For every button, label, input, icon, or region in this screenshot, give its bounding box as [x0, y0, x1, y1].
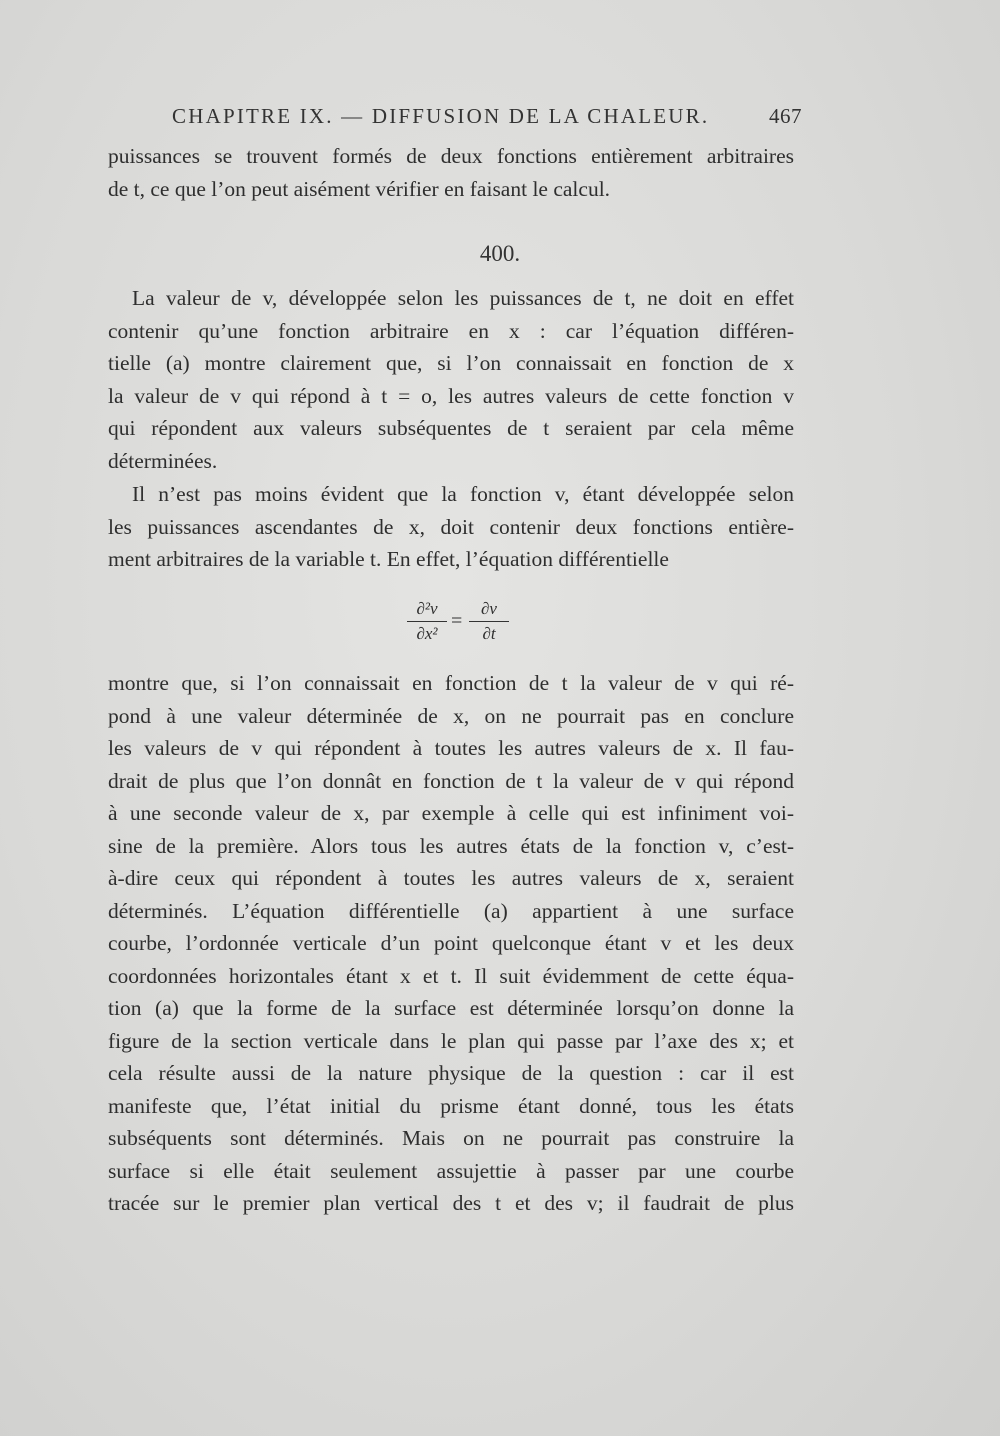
text-line: déterminées. [108, 448, 218, 473]
fraction-bar [407, 621, 447, 622]
text-line: La valeur de v, développée selon les puissances de t, ne doit en effet [132, 286, 794, 310]
text-line: tracée sur le premier plan vertical des t et des v; il faudrait de plus [108, 1191, 794, 1215]
text-line: contenir qu’une fonction arbitraire en x : car l’équation différen- [108, 318, 794, 343]
text-line: pond à une valeur déterminée de x, on ne pourrait pas en conclure [108, 703, 794, 728]
lhs-denominator: ∂x² [416, 624, 438, 643]
rhs-denominator: ∂t [482, 624, 496, 643]
text-line: tielle (a) montre clairement que, si l’on connaissait en fonction de x [108, 351, 794, 375]
text-line: sine de la première. Alors tous les autres états de la fonction v, c’est- [108, 833, 794, 858]
equation [405, 598, 515, 650]
text-line: à-dire ceux qui répondent à toutes les autres valeurs de x, seraient [108, 866, 794, 890]
page-number: 467 [769, 104, 802, 128]
text-line: qui répondent aux valeurs subséquentes de t seraient par cela même [108, 416, 794, 440]
text-line: drait de plus que l’on donnât en fonction de t la valeur de v qui répond [108, 768, 794, 793]
paragraph [108, 478, 794, 576]
text-line: tion (a) que la forme de la surface est déterminée lorsqu’on donne la [108, 996, 794, 1020]
running-title: CHAPITRE IX. — DIFFUSION DE LA CHALEUR. [172, 104, 710, 128]
section-number: 400. [479, 241, 521, 266]
text-line: à une seconde valeur de x, par exemple à celle qui est infiniment voi- [108, 801, 794, 825]
running-head [172, 104, 802, 134]
text-line: montre que, si l’on connaissait en fonction de t la valeur de v qui ré- [108, 671, 794, 695]
equation-rhs-fraction [467, 598, 511, 645]
fraction-bar [469, 621, 509, 622]
lhs-numerator: ∂²v [416, 599, 438, 618]
text-line: Il n’est pas moins évident que la fonction v, étant développée selon [132, 482, 794, 506]
rhs-numerator: ∂v [481, 599, 497, 618]
equation-lhs-fraction [405, 598, 449, 645]
text-line: surface si elle était seulement assujettie à passer par une courbe [108, 1158, 794, 1183]
text-line: déterminés. L’équation différentielle (a) appartient à une surface [108, 898, 794, 923]
paragraph-continuation [108, 140, 794, 205]
equals-sign: = [451, 610, 463, 632]
text-line: les valeurs de v qui répondent à toutes les autres valeurs de x. Il fau- [108, 736, 794, 760]
text-line: ment arbitraires de la variable t. En effet, l’équation différentielle [108, 547, 669, 571]
text-line: courbe, l’ordonnée verticale d’un point quelconque étant v et les deux [108, 931, 794, 955]
text-line: puissances se trouvent formés de deux fonctions entièrement arbitraires [108, 144, 794, 168]
text-line: coordonnées horizontales étant x et t. Il suit évidemment de cette équa- [108, 963, 794, 988]
text-line: cela résulte aussi de la nature physique de la question : car il est [108, 1061, 794, 1085]
text-line: de t, ce que l’on peut aisément vérifier en faisant le calcul. [108, 176, 611, 201]
paragraph [108, 667, 794, 1220]
paragraph [108, 282, 794, 477]
text-line: les puissances ascendantes de x, doit contenir deux fonctions entière- [108, 514, 794, 539]
text-line: figure de la section verticale dans le plan qui passe par l’axe des x; et [108, 1028, 794, 1053]
text-line: subséquents sont déterminés. Mais on ne pourrait pas construire la [108, 1126, 794, 1150]
text-line: la valeur de v qui répond à t = o, les autres valeurs de cette fonction v [108, 383, 794, 408]
text-line: manifeste que, l’état initial du prisme étant donné, tous les états [108, 1093, 794, 1118]
